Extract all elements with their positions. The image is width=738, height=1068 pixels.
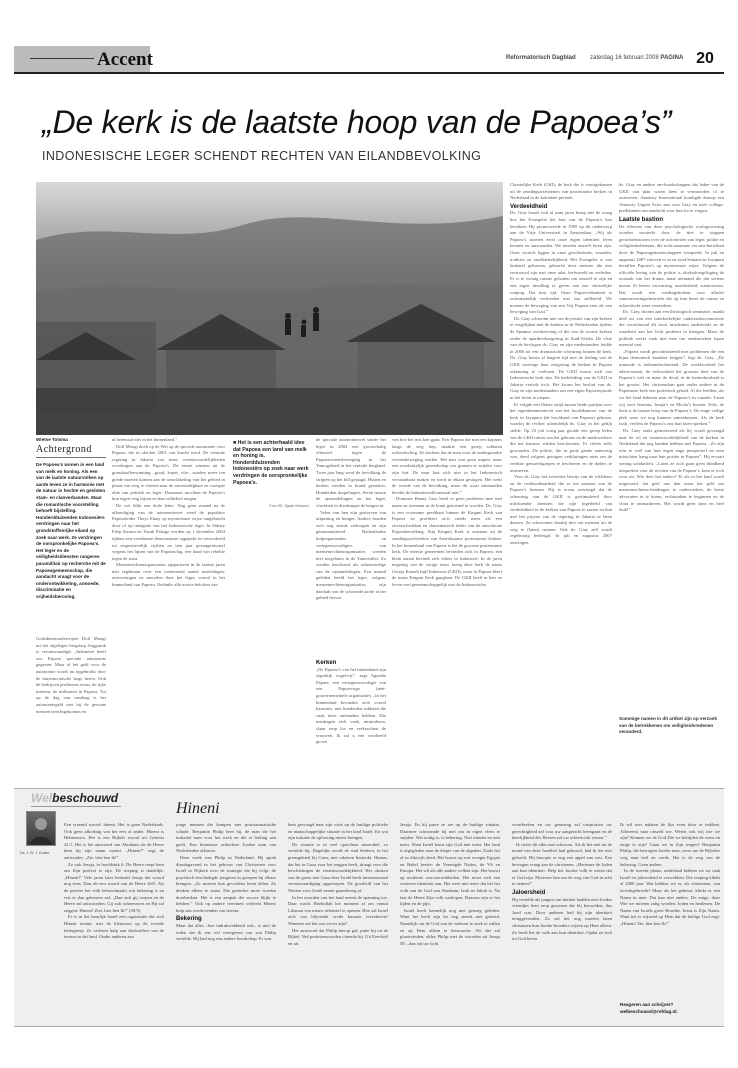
column-col-5-para-1: voortbreken en uw genezing zal uitspruiten uw gerechtigheid zal voor uw aangezicht heengaan en de heerlijkheid des Heeren zal uw achtertocht wezen.” [512,822,612,841]
column-col-6-para-2: In de tweede plaats, onderlaad hebben we tot taak Israël tot jaloersheid te verwekken. Die roeping klinkt al 2000 jaar. Wat hebben we er, als christenen, van terechtgebracht? Maar als het gebeurt, klinkt er een Naam in mee. Dat kan niet anders. De enige, door Wie we moeten zalig worden. Joden en heidenen. De Naam van Israëls grote Broeder. Jezus is Zijn Naam. Want het is wijzend op Hem dat de heilige God zegt: „Hineni! Zie, hier ben Ik!” [620,868,720,926]
article-col-3-para-1: de speciale autonomiewet startte het leger in 2004 een grootschalig offensief tegen de Papoeaverzetsbeweging in het Yamogebied in het centrale bergland. Twee jaar lang werd de bevolking de strijpen op het hill gejaagd. Hutten en kerken werden in brand gestoken. Honderden dorpelingen, fleren tussen de opstandelingen en het leger, vluchtten in doodsangst de bergen in. [316,437,386,508]
section-header-rule [30,58,94,59]
column-col-4 [400,822,500,1022]
bastion-para-4: Ds. Giay raakt gemotiveerd als hij wordt gevraagd naar de rol en verantwoordelijkheid van de kerken in Nederland die nog banden hebben met Papoea. „Ze zijn erin te veel van hun eigen enge perspectief en zien misschien hang naar hun positie in Papoea”. Hij ervaart weinig solidariteit. „Laten ze zich gaan geen blindheid uitspreken voor de rechten van de Papoea’s, kom er toch voor uit. Wie doet het anders? Er als in het land wordt uitgeroeid, dat geef ons dan maar het geld om mensenrechtenschendingen te onderzoeken, de beste advocaten in te huren, rechtszaken te beginnen en de vlam te ontmaskeren. Het wordt geen dans en heel leuk!” [619,427,724,513]
article-col-2-para-4: Mensenrechtenorganisaties rapporteren in de laatste jaren met regelmaat over een toenemend aantal martelingen, ontvoeringen en moorden door het leger, vooral in het binnenland van Papoea. Ondanks alle mooie beloften van [112,562,225,588]
issue-date-text: zaterdag 16 februari 2008 [590,55,659,61]
bastion-heading: Laatste bastion [619,216,664,223]
article-col-6-para-1: ds. Giay en andere om-boodschappen dat leden van de GKII van plan waren hem te vermoorden of te ontvoeren. Amnesty International kondigde daarop een Amnesty Urgent Actie aan voor Giay en twee collega-predikanten om aandacht voor hun lot te vragen. [619,182,724,214]
footer-rule [14,1026,724,1027]
kerken-section [316,660,386,777]
article-col-2-para-3: De wet blikt een dode letter. Nog geen maand na de afkondiging van de autonomiewet werd de populaire Papoealeider Theys Eluay op mysterieuze wijze omgebracht door of op instigatie van het Indonesische leger. In Sidney Filep Karma en Yusak Pakage werden op 1 december 2004 tijdens een vreedzame demonstratie opgepakt en veroordeeld tot respectievelijk vijftien en tien jaar gevangenisstraf wegens het hijsen van de Papoeavlag, een daad van rebellie tegen de staat. [112,502,225,561]
verdeeldheid-para-4: Voor ds. Giay het zoveelste bewijs van de willekeur en de rechtsonbaarheid die er ten aanzien van de Papoea’s heersen. Hij is ervan overtuigd dat de scheuring van de GKII is gestimuleerd door inlichtendie diensten die zijn ingedeeld van verdeeldheid in de kerken van Papoea te zaaien en hun met het prijzen van de regering in Jakarta te laten dansen. Ze schroomen daarbij niet om mensen uit de weg te (laten) ruimen. Ook ds. Giay zelf wordt regelmatig bedreigd. In juli en augustus 2007 ontvingen [510,474,612,546]
bekering-heading: Bekering [176,916,202,923]
column-col-6-para-1: Ik wil niet nalaten de lijn even door te trekken. Allereerst naar onszelf toe. Weten ook wij wie we zijn? Kennen we de God Die we beliijden de wens en enige te zijn? Gaan we in Zijn wegen? Benjamin Philip, die bewogen Joodse man, wees me de Bijbelse weg naar heil en vrede. Het is de weg van de bekering. Geen andere. [620,822,720,867]
column-col-4-para-2: Israël heeft kennelijk nog niet genoeg geleden. Want het heeft zijn les nog steeds niet geleerd. Namelijk om de God van de vaderen te zoek te vallen en op Hem alleen te betrouwen. Als dat zal plaatsvinden, aldus Philip met de woorden uit Jesaja 58: „dan zal uw licht [400,907,500,946]
article-col-5-para-1: Christelijke Kerk (GKI), de kerk die is voortgekomen uit de zendingsactiviteiten van protestantse kerken in Nederland in de koloniale periode. [510,182,612,201]
author-byline: Wietse Tolsma [36,437,68,442]
jaloersheid-para-1: Hij vertelde als jongen van dertien hadden niet-Joodse vriendjes hem erop gewezen dat hij beroofden, dus Jood was. Door anderen had hij zijn identiteit teruggevonden. Zo zal het nog moeten laten christenen hun Joodse broeders wijzen op Hem alleen. Zo heeft het de volk aan hun identiteit. Opdat ze zich tot God keren. [512,896,612,942]
column-col-2 [176,822,276,1022]
article-headline: „De kerk is de laatste hoop van de Papoea’s” [42,104,672,140]
verdeeldheid-para-1: Ds. Giay houdt zich al ruim jaren bezig met de vraag hoe het Evangelie het hart van de Papoea’s kan bereiken. Hij promoveerde in 1995 op dit onderwerp aan de Vrije Universiteit in Amsterdam. „Wij als Papoea’s moeten eerst onze eigen identiteit leren kennen en aanvaarden. We moeten onszelf leren zijn. Onze wortels liggen in onze geschiedenis, waarden, tradities en onafhankelijkheid. Het Evangelie is van buitenaf gekomen, gebracht door mensen die niet vertrouwd zijn met onze adat, leefwereld en verleden. Er is te weinig ruimte geboden om onszelf te zijn en een eigen invulling te geven aan een christelijke roeping. Dat kost tijd. Onze Papoea-identiteit is onlosmakelijk verbonden met ons zelfbeeld. We moeten de beweging van een Vrij Papoea zien als een beweging van God.” [510,210,612,315]
column-col-3-para-3: In het noorden van het land neemt de spanning toe. Daar wacht Hezbollah het moment af om vanuit Libanon een nieuw offensief te openen. Hoe zal Israël zich van blijvende vrede kunnen verzekeren? Wanneer zal het ooit zover zijn? [288,894,388,926]
author-photo [26,811,56,846]
article-kicker: Achtergrond [36,444,92,455]
photo-caption: ■ Het is een achterhaald idee dat Papoea een land van melk en honing is. Honderdduizenden Indonesiërs op zoek naar werk verdringen de oorspronkelijke Papoea’s. [233,440,309,486]
verdeeldheid-para-3: Er volgde een fletere strijd tussen beide partijen over het eigendommenrecht van het hoofdkantoor van de kerk in Jayapura (de hoofdstad van Papoea) gebouw, waarbij de rechter uiteindelijk ds. Giay in het gelijk stelde. Op 23 juli vorig jaar gooide een groep leden van de GKII ruiten van het gebouw en de medewerkers die het kantoor wilden beschermen. Er vielen zelfs gewonden. De politie, die in grote getale aanwezig was, deed volgens getuigen verklaringen niets om de verhitte gemoedsgrepen te bescheren en de daders te arresteren. [510,401,612,473]
reactions-note: Reageren aan schrijver? welbeschouwd@refdag.nl. [620,1002,678,1014]
column-label-part1: Wel [31,791,53,805]
verdeeldheid-heading: Verdeeldheid [510,203,548,210]
issue-date [590,55,683,61]
column-col-1 [64,822,164,1022]
header-rule [14,72,724,74]
column-label-part2: beschouwd [52,791,119,805]
column-title: Hineni [176,800,220,817]
column-col-1-para-1: Een vreemd woord: hineni. Het is geen Nederlands. Ook geen afkorting van het een of ander. Hineni is Hebreeuws. Het is een Bijbels woord uit Genesis 22:1. Het is het antwoord van Abraham als de Heere hem bij zijn naam noemt. „Hineni!” zegt de aartsvader. „Zie, hier ben ik!” [64,822,164,860]
article-col-4-para-2: Dominee Benny Giay heeft er geen probleem mee met naam en toenaam in de krant genoemd te worden. Ds. Giay is een voorname predikant binnen de Kingmi Kerk van Papoea en profileert zich steeds meer als een onverschrokken en charismatisch leider van de autochtone Papoeabevolking. Zijn Kingmi Kerk is ontstaan uit de zendingsactiviteiten van Amerikaanse protestantse kerken. In het binnenland van Papoea is het de grootste protestantse kerk. De meeste gemeenten bevinden zich in Papoea, een klein aantal bevindt zich elders in Indonesië. In de jaren negentig van de vorige eeuw kreeg deze kerk de naam Gereja Kemah Injil Indonesia (GKII), maar in Papoea bleef de naam Kingmi Kerk gangbaar. De GKII heeft in lees en leven veel gemeenschappelijk met de Indonesische [392,496,502,588]
kerken-heading: Kerken [316,660,337,666]
article-subheadline: INDONESISCHE LEGER SCHENDT RECHTEN VAN EILANDBEVOLKING [42,149,482,163]
column-col-1-para-3: Er is in het buurlijk Israël een organisatie die zich Hineni noemt, met de klemtoon op de tweede lettergreep. Ze verleent hulp aan slachtoffers van de terreur in dat land. Onder anderen aan [64,914,164,940]
article-lead: De Papoea’s wonen in een land van melk en honing. Als een van de laatste natuurvolken op aarde leven ze in harmonie met de natuur in hechte en gesloten stam- en clanverbanden. Maar die romantische voorstelling behoeft bijstelling. Honderdduizenden Indonesiërs verdringen naar het grondstoffenrijke eiland op zoek naar werk. Ze verdringen de oorspronkelijke Papoea’s. Het leger en de veiligheidsdiensten rangeren paramilitair op recherche mit de Papoeagemeenschap, die aandacht vraagt voor de onderontwikkeling, armoede, discriminatie en vrijheidsberoving. [36,462,106,599]
verdeeldheid-para-2: Ds. Giay schroomt niet om de positie van zijn kerken te vergelijken met de kerken in de Nederlanden tijdens de Spaanse overheersing of die van de zwarte kerken onder de apartheidsregering in Zuid-Afrika. De visie van de bevlogen ds. Giay en zijn medestanders leidde in 2006 tot een dramatische scheuring binnen de kerk. Ds. Giay botste al langere tijd met de leiding van de GKII vanwege haar weigering de kerken in Papoea erkenning te verlenen. De GKII moest zich van Indonesische kerk zijn. De kerkleiding van de GKII in Jakarta vertrok toch. Het kwam het besluit van ds. Giay en zijn medestanders om een eigen Papoeasynode in het leven te roepen. [510,315,612,400]
column-col-3-para-2: De situatie is in veel opzichten miserabel, zo vertelde hij. Dagelijks wordt de stad Sederot, in het grensgebied bij Gaza, met raketten bestookt. Hamas, dat het in Gaza voor het zeggen heeft, draagt voor die beschietingen de verantwoordelijkheid. Het okoken van de grens met Gaza door Israël heeft internationaal verontwaardiging opgeroepen. De goodwill van het Westen voor Israël neemt gaandeweg af. [288,841,388,893]
jaloersheid-heading: Jaloersheid [512,889,546,896]
bekering-para-1: Maar dat alles –hoe indrukwekkend ook– is niet de reden dat ik iets wil weergeven van wat Philip vertelde. Hij had nog een andere boodschap. Er was [176,922,276,942]
column-col-5-para-2: Ik citeer dit alles met schroom. Als ik het niet uit de mond van deze Israëliet had gehoord, had ik het niet geloofd. Hij knoopte er nog een appel aan vast. Een bewogen vraag aan de christenen. „Herinner de Joden aan hun identiteit. Help het Joodse volk te weten dat er God zijn. Motiveer hen om de weg van God in acht te nemen!” [512,841,612,887]
article-photo [36,182,503,435]
column-label-rule [31,806,121,807]
column-label [31,791,118,805]
bastion-para-3: „Papoea wordt geconfronteerd met problemen die een bijna demonisch karakter krijgen”, legt ds. Giay. „De armoede is tenhemelschreiend. De werkloosheid het adieu-nazaat, de verloosheid het grootste deel van de Papoea’s valt en maar de dood, in de hermeloosheid is het grootst. Het christendom gaat onder andere in de Papoeanse kerk een profetisch geluid. Al die leefden, als we het land bekeren naar de Papoea’s in vaarder. Laten wij voor Jeremia, Jesaja’s en Micha’s komen. Echt, de kerk is de laatste hoop van de Papoea’s. De enige veilige plek waar we nog kunnen samenkomen. Als de kerk faalt, verliest de Papoea’s ons hart laten spreken.” [619,348,724,427]
bastion-para-2: Ds. Giay, docent aan een theologisch seminarie, maakt deel uit van een interkerkelijke onderzoekscommissie die voortdurend dit soort incidenten onderzoekt en de waarheid aan het licht probeert te brengen. Maar de politiek werkt vaak niet mee om onderzoeken lopen meestal vast. [619,309,724,348]
column-col-2-para-2: Deze week was Philip in Nederland. Hij sprak dinsdagavond in het gebouw van Christenen voor Israël in Nijkerk over de strategie die hij volgt: de psychisch beschadigde jongeren in groepen bij elkaar brengen. „Ze moeten hun gevoelens leren delen. Ze denken alleen te staan. Die gedachte moet worden doorbroken. Het is een aanpak die succes blijkt te hebben.” Ook op andere terreinen verleent Hineni hulp aan overlevenden van terreur. [176,854,276,913]
author-portrait-icon [27,812,55,845]
column-col-2-para-1: jonge mensen die kampen met posttraumatische schade. Benjamin Philip heet hij, de man die het initiatief nam voor het werk en die er leiding aan geeft. Een binnenste orthodoxe Joodse man van Nederlandse afkomst. [176,822,276,854]
photo-credit: Foto RD, Sjaak Verboom [269,504,309,508]
newspaper-name: Reformatorisch Dagblad [506,55,576,61]
column-col-1-para-2: Zo ook Jesaja, in hoofdstuk 6. De Heere roept hem om Zijn profeet te zijn. De roeping is duidelijk: „Hineni!” Vele jaren later herhaalt Jesaja dat woord nog eens. Dan als een woord van de Heere Zelf. Als de profeet het volk beboodmaakt wat bekering is en wat er dan gebeuren zal: „Dan zult gij roepen en de Heere zal antwoorden. Gij zult schreeuwen en Hij zal zeggen: Hineni! Ziet, hier ben Ik!” (58:9). [64,861,164,913]
column-col-4-para-1: Jesaja. En hij paste ze toe op de huidige situatie. Daarmee schroomde hij niet om in eigen vlees te snijden. Wat nodig is, is bekering. Niet minder en niet meer. Want Israël komt zijn God niet meer. Het land is afgegleden naar de diepte van de afgoden. Zoals het al zo dikwijls deed. Het bouwt op wat vroeger Egypte en Babel heette: de Verenigde Naties, de VS en Europa. Het wil als alle andere volken zijn. Het bouwt op moderne wervoerwebbeden. Het moet zich een westerse identiteit aan. Het weet niet meer dat het het volk van de God van Abraham, Izak en Jakob is. Nu laat de Heere Zijn volk vastlopen. Daarom zijn er het lijden en de pijn. [400,822,500,907]
article-col-2-para-1: al helemaal niet in het binnenland.” [112,437,178,442]
kerken-para-1: „De Papoea’s van het binnenland zijn eigenlijk vogelvrij”, zegt Agustha Papare, een vertegenwoordiger van een Papoea-ngo (niet-gouvernementele organisatie). „In het binnenland bevinden zich vooral kazernes, met honderden soldaten die vaak niets omhanden hebben. Die misdragen zich vaak, intimideren, slaan erop los en verkrachten de vrouwen. Ik zal u een voorbeeld geven [316,666,386,745]
page-number: 20 [696,50,714,67]
article-col-5 [510,182,612,777]
author-caption: Ds. J. W. J. Koster [20,851,50,855]
column-col-6 [620,822,720,998]
column-col-3-para-4: Het antwoord dat Philip hierop gaf, putte hij uit de Bijbel. Ved profetenwoorden citeerde hij. Uit Ezechiël en uit [288,927,388,946]
village-photo-illustration [36,182,503,435]
article-col-1-para-1: Godsdienstonderwijzer Dolf Mongi uit het afgelegen bergdorp Angguruk is verontwaardigd: „Indonesië heeft ons Papoea speciale autonomie gegeven. Maar al het geld voor de autonomie wordt nu opgebruikt door de bureaucratische hoge heren. Ook de bedrijven profiteren ervan, de rijke mensen, de militairen in Papoea. Tot op de dag van vandaag is het autonomiegeld niet bij de gewone mensen terechtgekomen en [36,636,106,714]
article-col-2-para-2: Dolf Mongi doelt op de Wet op de speciale autonomie voor Papoea, die in oktober 2001 van kracht werd. De centrale regering in Jakarta zou meer verantwoordelijkheden overdragen aan de Papoea’s. De eerste winsten uit de grondstoffenwinning –goud, koper, olie– zouden meer ten goede moeten komen aan de ontwikkeling van het gebied in plaats van weg te vloeien naar de onverzadigbare en corrupte elite van politiek en leger. Daarnaast mochten de Papoea’s hun eigen vlag hijsen en hun volkslied zingen. [112,443,225,502]
article-col-4-para-1: van hoe het mis kan gaan. Een Papoea die met een kapmes langs de weg liep, maakte een groep soldaten achterdochtig. Ze dachten dat de man voor de ondergrondse verzetsbeweging werkte. Het mes was geen wapen, maar een noodzakelijk gereedschap om grassen te snijden voor zijn hut. De man kon zich niet in het Indonesisch verstaanbaar maken en werd in elkaar geslagen. Het wekt de woede van de bevolking, maar dit soort misstanden bereikt de buitenwereld meestal niet.” [392,437,502,495]
kicker-rule [36,457,106,458]
article-col-2 [112,437,225,777]
article-col-1 [36,636,106,776]
article-note: Sommige namen in dit artikel zijn op verzoek van de betrokkenen om veiligheidsredenen veranderd. [619,716,718,735]
section-title: Accent [97,49,153,70]
bastion-para-1: De effecten van deze psychologische oorlogsvoering worden versterkt door de niet te stoppen geruchtenstroom over de activiteiten van leger, politie en veiligheidsdiensten, die richt naarmate via sms-berichten door de Papoeagemeenschappen verspreidt. In juli en augustus 2007 stierven er in en rond Sentani en Jayapura hertallen Papoea’s op mysterieuze wijze. Volgens de officiële lezing van de politie is alcoholvergiftiging de oorzaak van het drama, maar niemand die dat serieus neemt. Er heerst verwarring, onzekerheid, wantrouwen. Dat wordt een voedingsbodem voor allerlei samenzweringstheorieën die op hun beurt de onrust en achterdocht weer versterken. [619,223,724,308]
page-label: PAGINA [660,55,684,61]
article-col-4 [392,437,502,777]
column-col-5 [512,822,612,1022]
article-col-6 [619,182,724,712]
column-col-3-para-1: hem gevraagd naar zijn visie op de huidige politieke en maatschappelijke situatie in het land Israël. En wat zijn initiatie de oplossing moest brengen. [288,822,388,841]
article-col-3-para-2: Velen van hen zijn gestorven van uitputting en honger. Andere houden zich nog steeds verborgen en zijn getraumatiseerd. Buitenlandse hulporganisaties en vertegenwoordigers van mensenrechtenorganisaties werden niet toegelaten in de Yamovallei. Zo werden beschuwd als schreeuwdige van de opstandelingen. Een maand geleden beefd het leger, volgens mensenrechtenorganisaties, zijn daerkah van de schroeide aarde in het gebied hervat. [316,509,386,601]
column-col-3 [288,822,388,1022]
